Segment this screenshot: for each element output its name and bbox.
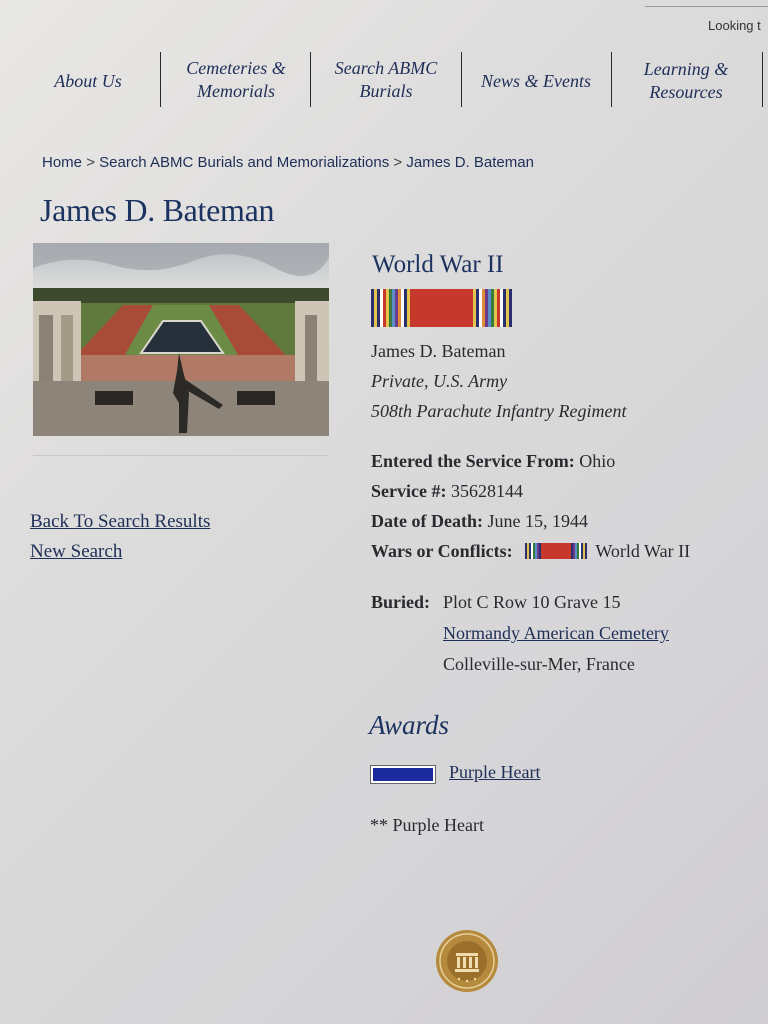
breadcrumb-search[interactable]: Search ABMC Burials and Memorializations <box>99 154 390 171</box>
entered-service-row <box>371 451 615 472</box>
nav-search-line1: Search ABMC <box>334 58 438 78</box>
breadcrumb-home[interactable]: Home <box>42 154 83 171</box>
new-search-link[interactable]: New Search <box>30 541 123 562</box>
buried-plot: Plot C Row 10 Grave 15 <box>443 592 621 612</box>
war-title: World War II <box>372 251 504 278</box>
service-number-label: Service #: <box>371 481 447 501</box>
soldier-rank: Private, U.S. Army <box>371 371 508 391</box>
world-war-ii-victory-ribbon-icon <box>371 289 512 327</box>
purple-heart-award-link[interactable]: Purple Heart <box>449 762 541 782</box>
date-of-death-value: June 15, 1944 <box>487 511 588 531</box>
nav-news-events[interactable] <box>468 70 604 93</box>
nav-cemeteries-line2: Memorials <box>197 81 275 101</box>
nav-about-us-label: About Us <box>54 71 122 91</box>
breadcrumb-current: James D. Bateman <box>406 154 534 171</box>
entered-service-value: Ohio <box>579 451 616 471</box>
nav-learning-line1: Learning & <box>643 59 729 79</box>
nav-divider <box>160 52 161 107</box>
date-of-death-label: Date of Death: <box>371 511 483 531</box>
page-title: James D. Bateman <box>40 192 275 228</box>
nav-divider <box>611 52 612 107</box>
search-hint[interactable]: Looking t <box>708 18 761 33</box>
nav-search-line2: Burials <box>359 81 413 101</box>
soldier-name: James D. Bateman <box>371 341 506 361</box>
nav-learning-resources[interactable] <box>616 58 756 104</box>
abmc-seal-icon <box>435 929 499 993</box>
nav-news-events-label: News & Events <box>481 71 591 91</box>
nav-search-abmc-burials[interactable] <box>318 57 454 103</box>
nav-about-us[interactable] <box>38 70 138 93</box>
world-war-ii-victory-ribbon-icon <box>525 543 587 559</box>
back-to-search-results-link[interactable]: Back To Search Results <box>30 511 211 532</box>
header-divider <box>645 6 768 7</box>
photo-divider <box>33 455 329 456</box>
awards-heading: Awards <box>369 710 450 740</box>
breadcrumb <box>42 154 534 171</box>
memorial-photo <box>33 243 329 436</box>
nav-divider <box>310 52 311 107</box>
nav-learning-line2: Resources <box>649 82 723 102</box>
nav-cemeteries-line1: Cemeteries & <box>186 58 286 78</box>
wars-conflicts-row <box>371 541 690 562</box>
wars-conflicts-label: Wars or Conflicts: <box>371 541 513 561</box>
entered-service-label: Entered the Service From: <box>371 451 575 471</box>
cemetery-location: Colleville-sur-Mer, France <box>443 654 635 674</box>
soldier-unit: 508th Parachute Infantry Regiment <box>371 401 627 421</box>
purple-heart-ribbon-icon <box>370 765 436 784</box>
nav-cemeteries-memorials[interactable] <box>170 57 302 103</box>
cemetery-link[interactable]: Normandy American Cemetery <box>443 623 669 643</box>
award-note: ** Purple Heart <box>370 815 484 835</box>
nav-divider <box>762 52 763 107</box>
buried-label: Buried: <box>371 592 431 612</box>
date-of-death-row <box>371 511 588 532</box>
breadcrumb-separator: > <box>393 154 403 171</box>
breadcrumb-separator: > <box>86 154 95 171</box>
service-number-value: 35628144 <box>450 481 523 501</box>
nav-divider <box>461 52 462 107</box>
wars-conflicts-value: World War II <box>595 541 691 561</box>
service-number-row <box>371 481 523 502</box>
